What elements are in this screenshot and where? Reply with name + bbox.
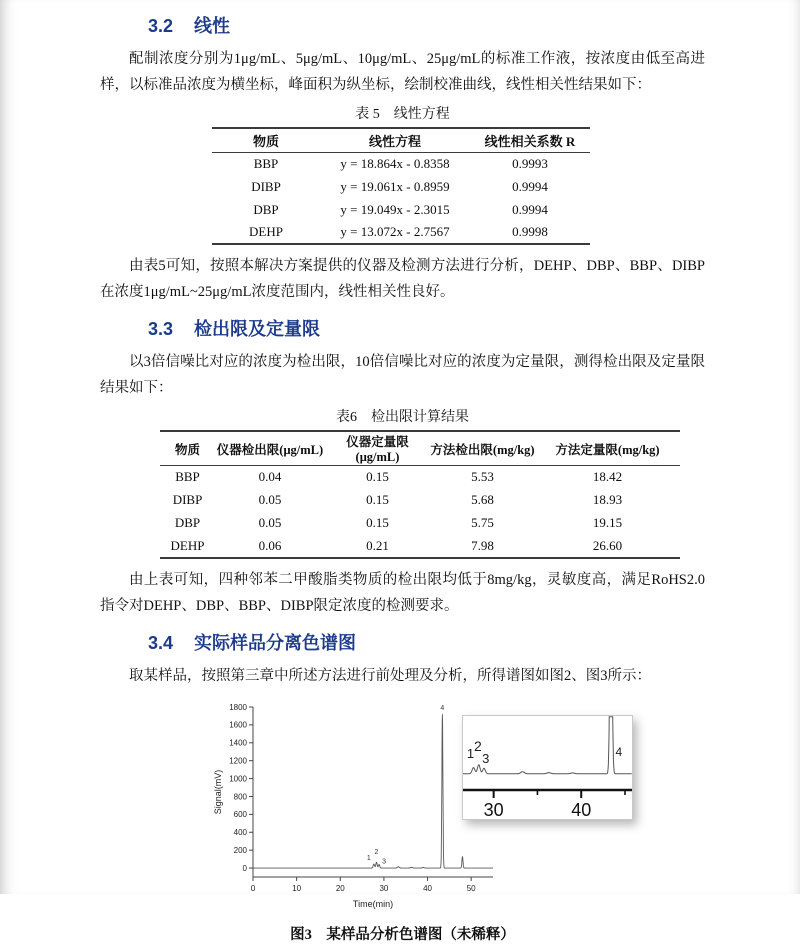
table-cell: DBP [253, 201, 279, 217]
column-header: 物质 [252, 133, 279, 149]
section-number: 3.2 [148, 16, 174, 36]
paragraph-after-table5: 由表5可知，按照本解决方案提供的仪器及检测方法进行分析，DEHP、DBP、BBP、DIBP在浓度1μg/mL~25μg/mL浓度范围内，线性相关性良好。 [100, 258, 705, 300]
figure-chromatogram [100, 699, 705, 917]
x-tick-label: 50 [466, 883, 476, 893]
x-tick-label: 10 [292, 883, 302, 893]
peak-label: 1 [366, 854, 371, 862]
table-header-row [160, 431, 680, 466]
table-row [212, 198, 590, 221]
x-tick-label: 20 [335, 883, 345, 893]
inset-peak-label: 3 [482, 750, 490, 766]
table-detection-limits [160, 430, 680, 559]
column-header: 线性相关系数 R [484, 133, 576, 149]
chromatogram-inset-box [462, 715, 633, 820]
table-cell: 18.93 [592, 492, 623, 507]
y-tick-label: 600 [233, 809, 247, 819]
chromatogram-inset-plot [463, 716, 632, 819]
table6-caption: 表6 检出限计算结果 [336, 410, 469, 425]
inset-x-tick-label: 30 [483, 799, 504, 819]
column-header: 仪器定量限(μg/mL) [346, 435, 409, 464]
inset-peak-label: 4 [615, 744, 623, 759]
table-cell: 19.15 [592, 515, 623, 530]
y-tick-label: 1200 [229, 755, 247, 765]
section-heading-3-4 [148, 631, 705, 655]
table-cell: 5.75 [471, 515, 494, 530]
table-cell: DEHP [249, 224, 283, 239]
column-header: 物质 [174, 442, 200, 457]
inset-peak-label: 2 [473, 737, 482, 754]
table-linearity-equations [212, 127, 590, 245]
section-number: 3.3 [148, 319, 174, 339]
paragraph-after-table6: 由上表可知，四种邻苯二甲酸脂类物质的检出限均低于8mg/kg，灵敏度高，满足RoHS2.0指令对DEHP、DBP、BBP、DIBP限定浓度的检测要求。 [100, 571, 705, 614]
table-cell: 0.9994 [512, 178, 548, 194]
table-cell: 0.15 [366, 492, 389, 507]
table-row [212, 175, 590, 198]
column-header: 仪器检出限(μg/mL) [216, 442, 324, 457]
peak-label: 4 [440, 704, 445, 712]
table-cell: y = 19.061x - 0.8959 [340, 178, 450, 194]
inset-x-tick-label: 40 [571, 799, 592, 819]
table-cell: 0.15 [366, 515, 389, 530]
paragraph-lod-intro: 以3倍信噪比对应的浓度为检出限，10倍信噪比对应的浓度为定量限，测得检出限及定量限结果如下： [100, 354, 705, 396]
y-tick-label: 1400 [229, 738, 247, 748]
table-row [160, 535, 680, 558]
table-cell: 0.04 [258, 469, 282, 485]
y-tick-label: 0 [242, 863, 247, 873]
y-tick-label: 800 [233, 791, 247, 801]
column-header: 线性方程 [368, 133, 421, 149]
x-tick-label: 30 [379, 883, 389, 893]
peak-label: 2 [374, 848, 379, 856]
y-tick-label: 400 [233, 827, 247, 837]
table-cell: 0.05 [258, 492, 282, 507]
table-cell: 0.9998 [512, 224, 548, 239]
figure-caption: 图3 某样品分析色谱图（未稀释） [290, 926, 515, 943]
chromatogram-trace [253, 714, 493, 868]
inset-peak-label: 1 [466, 745, 475, 761]
table-cell: DBP [174, 515, 201, 530]
table-cell: DEHP [170, 537, 205, 553]
table-cell: 7.98 [471, 537, 494, 553]
table-cell: 0.9994 [512, 201, 548, 217]
table5-caption: 表 5 线性方程 [355, 107, 450, 122]
table-cell: y = 18.864x - 0.8358 [340, 155, 450, 171]
table-cell: 0.05 [258, 515, 282, 530]
table-row [212, 152, 590, 175]
x-tick-label: 0 [250, 883, 256, 893]
y-tick-label: 1000 [229, 773, 247, 783]
paragraph-sample-intro: 取某样品，按照第三章中所述方法进行前处理及分析，所得谱图如图2、图3所示： [129, 667, 651, 684]
section-heading-3-2 [148, 14, 705, 38]
y-tick-label: 1600 [229, 720, 247, 730]
y-tick-label: 200 [233, 845, 247, 855]
table-row [160, 489, 680, 512]
table-cell: 18.42 [592, 469, 623, 485]
x-tick-label: 40 [423, 883, 432, 893]
table-cell: y = 13.072x - 2.7567 [340, 224, 450, 239]
table-cell: 5.53 [471, 469, 494, 485]
table-cell: DIBP [172, 492, 203, 507]
table-cell: 0.9993 [512, 155, 548, 171]
section-title: 实际样品分离色谱图 [194, 632, 357, 653]
y-tick-label: 1800 [229, 702, 247, 712]
section-number: 3.4 [148, 632, 174, 653]
section-title: 检出限及定量限 [194, 319, 321, 339]
table-cell: 26.60 [592, 537, 623, 553]
column-header: 方法定量限(mg/kg) [555, 442, 660, 457]
table-cell: 0.15 [366, 469, 389, 485]
paragraph-linearity-intro: 配制浓度分别为1μg/mL、5μg/mL、10μg/mL、25μg/mL的标准工作液，按浓度由低至高进样，以标准品浓度为横坐标，峰面积为纵坐标，绘制校准曲线，线性相关性结果如下： [100, 51, 705, 93]
table-cell: y = 19.049x - 2.3015 [340, 201, 450, 217]
table-cell: 5.68 [471, 492, 494, 507]
table-row [160, 466, 680, 489]
x-axis-label: Time(min) [352, 898, 394, 909]
table-cell: DIBP [251, 178, 281, 194]
chromatogram-main-plot [205, 699, 505, 913]
table-cell: 0.21 [366, 537, 389, 553]
table-row [160, 512, 680, 535]
column-header: 方法检出限(mg/kg) [430, 442, 535, 457]
section-title: 线性 [194, 16, 231, 36]
table-row [212, 221, 590, 244]
peak-label: 3 [382, 857, 387, 865]
y-axis-label: Signal(mV) [213, 769, 223, 814]
table-cell: 0.06 [258, 537, 282, 553]
table-header-row [212, 128, 590, 152]
section-heading-3-3 [148, 317, 705, 341]
table-cell: BBP [175, 469, 200, 485]
table-cell: BBP [253, 155, 279, 171]
